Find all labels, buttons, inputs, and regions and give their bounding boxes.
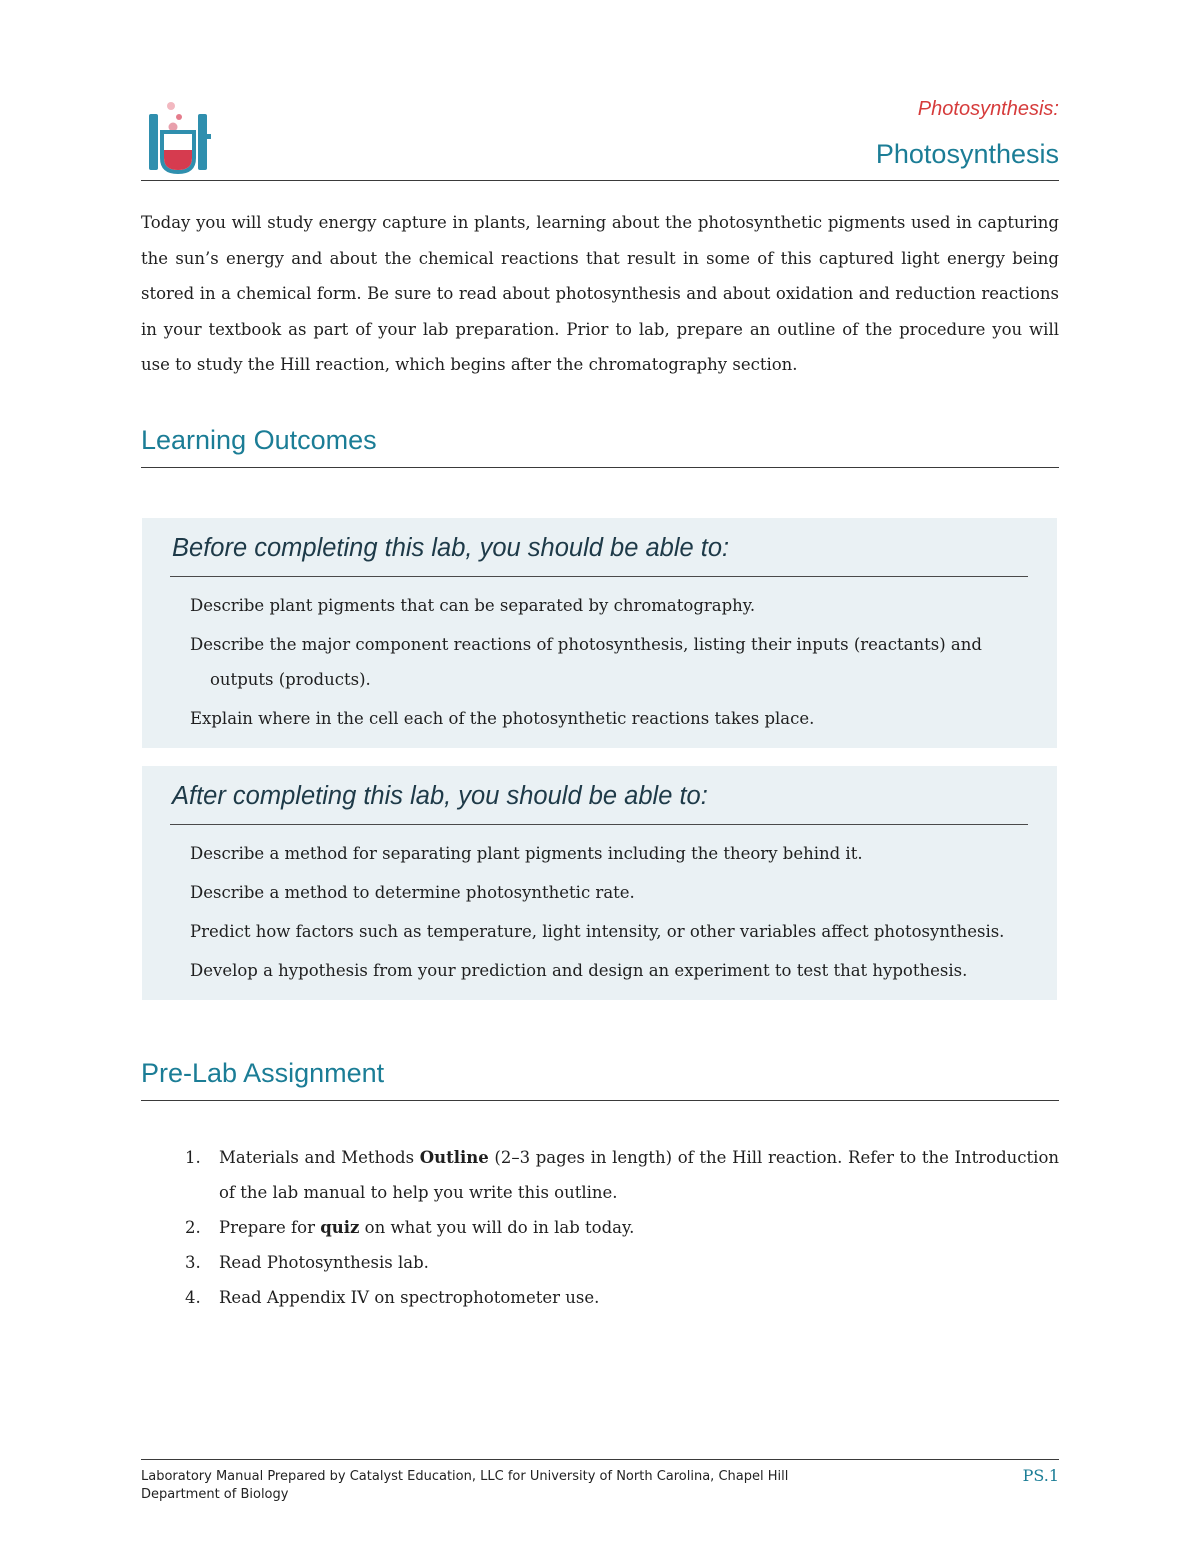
list-item: Describe a method for separating plant pigments including the theory behind it.	[190, 844, 863, 863]
list-item: Describe the major component reactions of photosynthesis, listing their inputs (reactants) and outputs (products).	[190, 635, 982, 689]
page-number: PS.1	[1022, 1466, 1059, 1485]
after-outcomes-box	[142, 766, 1057, 1000]
list-item: 3. Read Photosynthesis lab.	[141, 1245, 1059, 1280]
section-heading-learning-outcomes: Learning Outcomes	[141, 425, 377, 455]
section-heading-prelab: Pre-Lab Assignment	[141, 1058, 385, 1088]
footer-divider	[141, 1459, 1059, 1460]
footer-line: Laboratory Manual Prepared by Catalyst Education, LLC for University of North Carolina, Chapel Hill	[141, 1469, 789, 1484]
list-item: Develop a hypothesis from your prediction and design an experiment to test that hypothesis.	[190, 961, 968, 980]
list-item: Describe a method to determine photosynthetic rate.	[190, 883, 635, 902]
before-outcomes-box	[142, 518, 1057, 748]
list-item: 4. Read Appendix IV on spectrophotometer use.	[141, 1280, 1059, 1315]
flask-logo-icon	[143, 100, 211, 180]
list-item: 2. Prepare for quiz on what you will do in lab today.	[141, 1210, 1059, 1245]
list-number: 3.	[185, 1253, 201, 1272]
after-outcomes-title: After completing this lab, you should be able to:	[172, 782, 708, 810]
before-outcomes-list	[190, 588, 1040, 740]
list-number: 2.	[185, 1218, 201, 1237]
box-divider	[170, 576, 1028, 577]
list-item: Describe plant pigments that can be separated by chromatography.	[190, 596, 756, 615]
header-divider	[141, 180, 1059, 181]
list-item: 1. Materials and Methods Outline (2–3 pages in length) of the Hill reaction. Refer to the Introduction of the lab manual to help you write this outline.	[141, 1140, 1059, 1210]
list-item: Explain where in the cell each of the photosynthetic reactions takes place.	[190, 709, 815, 728]
intro-paragraph: Today you will study energy capture in plants, learning about the photosynthetic pigments used in capturing the sun’s energy and about the chemical reactions that result in some of this captured light energy being stored in a chemical form. Be sure to read about photosynthesis and about oxidation and reduction reactions in your textbook as part of your lab preparation. Prior to lab, prepare an outline of the procedure you will use to study the Hill reaction, which begins after the chromatography section.	[141, 213, 1059, 374]
section-divider	[141, 467, 1059, 468]
list-item: Predict how factors such as temperature, light intensity, or other variables affect photosynthesis.	[190, 922, 1005, 941]
footer-credit	[141, 1468, 901, 1504]
list-number: 4.	[185, 1288, 201, 1307]
chapter-label: Photosynthesis:	[917, 98, 1059, 120]
box-divider	[170, 824, 1028, 825]
footer-line: Department of Biology	[141, 1487, 289, 1502]
list-number: 1.	[185, 1148, 201, 1167]
before-outcomes-title: Before completing this lab, you should be able to:	[172, 534, 730, 562]
after-outcomes-list	[190, 836, 1040, 992]
section-divider	[141, 1100, 1059, 1101]
prelab-list	[141, 1140, 1059, 1315]
page-title: Photosynthesis	[875, 139, 1059, 169]
